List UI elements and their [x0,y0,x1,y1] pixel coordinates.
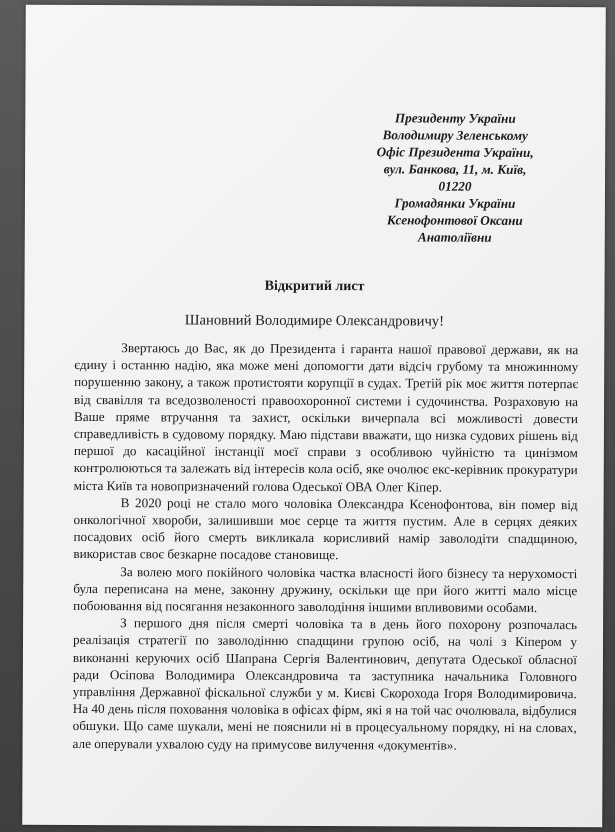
body-paragraph: За волею мого покійного чоловіка частка власності його бізнесу та нерухомості була переписана на мене, законну дружину, оскільки ще при його житті мало місце побоювання від посягання незаконного заволодіння іншими впливовими особами. [73,563,578,616]
recipient-line: Офіс Президента України, [376,144,534,160]
recipient-line: 01220 [438,178,472,194]
sender-line: Ксенофонтової Оксани [386,212,523,228]
letter-salutation: Шановний Володимире Олександровичу! [184,312,445,330]
recipient-line: вул. Банкова, 11, м. Київ, [383,161,527,177]
body-paragraph: З першого дня після смерті чоловіка та в день його похорону розпочалась реалізація стратегії по заволодінню спадщини групою осіб, на чолі з Кіпером у виконанні керуючих осіб Шапрана Сергія Валентинович, депутата Одеської обласної ради Осіпова Володимира Олександровича та заступника начальника Головного управління Державної фіскальної служби у м. Києві Скорохода Ігоря Володимировича. На 40 день після поховання чоловіка в офісах фірм, які я на той час очолювала, відбулися обшуки. Що саме шукали, мені не пояснили ні в процесуальному порядку, ні на словах, але оперували ухвалою суду на примусове вилучення «документів». [72,615,578,753]
body-paragraph: В 2020 році не стало мого чоловіка Олександра Ксенофонтова, він помер від онкологічної хвороби, залишивши моє серце та життя пустим. Але в серцях деяких посадових осіб його смерть викликала корисливий намір заволодіти спадщиною, використав своє безкарне посадове становище. [73,494,578,563]
letter-page [22,5,606,828]
letter-title: Відкритий лист [264,278,365,295]
sender-line: Анатоліївни [417,229,492,245]
body-paragraph: Звертаюсь до Вас, як до Президента і гаранта нашої правової держави, як на єдину і останню надію, яка може мені допомогти дати відсіч грубому та множинному порушенню закону, а також протистояти корупції в судах. Третій рік моє життя потерпає від свавілля та вседозволеності правоохоронної системи і судочинства. Розраховую на Ваше пряме втручання та захист, оскільки вичерпала всі можливості довести справедливість в судовому порядку. Маю підстави вважати, що низка судових рішень від першої до касаційної інстанції моєї справи з особливою чуйністю та цинізмом контролюються та залежать від інтересів кола осіб, яке очолює екс-керівник прокуратури міста Київ та новопризначений голова Одеської ОВА Олег Кіпер. [73,340,579,495]
recipient-line: Володимиру Зеленському [382,127,528,143]
sender-line: Громадянки України [394,195,516,211]
recipient-block [345,109,566,246]
letter-body [73,339,579,754]
recipient-line: Президенту України [394,110,516,126]
